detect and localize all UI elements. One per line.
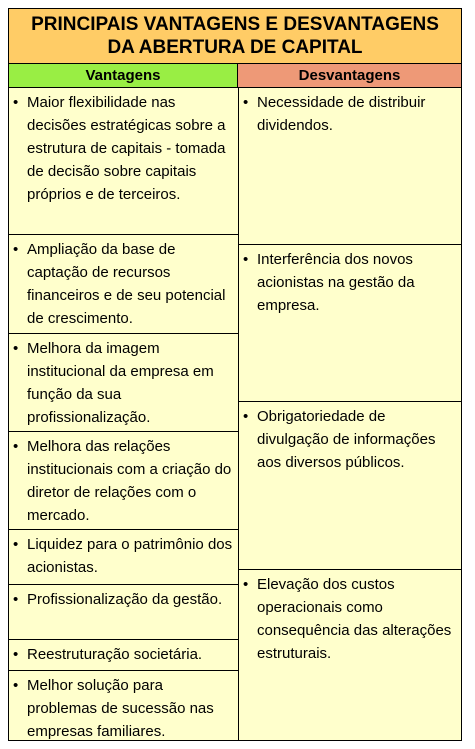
title-line-2: DA ABERTURA DE CAPITAL — [107, 37, 363, 58]
bullet-icon: • — [13, 591, 19, 608]
vantagem-text: Profissionalização da gestão. — [27, 591, 223, 608]
vantagem-item — [9, 235, 238, 334]
desvantagem-item — [239, 245, 461, 402]
vantagem-text: Ampliação da base de captação de recursos financeiros e de seu potencial de crescimento. — [27, 241, 226, 327]
bullet-icon: • — [243, 94, 249, 111]
vantagem-item — [9, 88, 238, 235]
table-title — [9, 9, 461, 64]
vantagem-text: Reestruturação societária. — [27, 646, 203, 663]
desvantagem-text: Obrigatoriedade de divulgação de informações aos diversos públicos. — [257, 408, 436, 471]
vantagem-item — [9, 585, 238, 640]
vantagens-header: Vantagens — [9, 64, 238, 88]
bullet-icon: • — [13, 646, 19, 663]
bullet-icon: • — [13, 438, 19, 455]
bullet-icon: • — [243, 251, 249, 268]
desvantagem-item — [239, 402, 461, 570]
vantagem-item — [9, 530, 238, 585]
vantagem-text: Melhora da imagem institucional da empresa em função da sua profissionalização. — [27, 340, 214, 426]
vantagem-item — [9, 334, 238, 432]
bullet-icon: • — [243, 576, 249, 593]
desvantagem-text: Elevação dos custos operacionais como consequência das alterações estruturais. — [257, 576, 452, 662]
desvantagem-item — [239, 88, 461, 245]
desvantagem-item — [239, 570, 461, 741]
desvantagens-header: Desvantagens — [238, 64, 461, 88]
desvantagem-text: Necessidade de distribuir dividendos. — [257, 94, 426, 134]
vantagem-item — [9, 640, 238, 671]
bullet-icon: • — [13, 340, 19, 357]
vantagem-text: Melhora das relações institucionais com a criação do diretor de relações com o mercado. — [27, 438, 232, 524]
vantagem-item — [9, 671, 238, 741]
bullet-icon: • — [13, 536, 19, 553]
bullet-icon: • — [13, 677, 19, 694]
bullet-icon: • — [13, 94, 19, 111]
vantagem-text: Maior flexibilidade nas decisões estratégicas sobre a estrutura de capitais - tomada de decisão sobre capitais próprios e de terceiros. — [27, 94, 226, 203]
comparison-table — [8, 8, 462, 741]
title-line-1: PRINCIPAIS VANTAGENS E DESVANTAGENS — [31, 14, 439, 35]
desvantagem-text: Interferência dos novos acionistas na gestão da empresa. — [257, 251, 415, 314]
bullet-icon: • — [243, 408, 249, 425]
vantagem-item — [9, 432, 238, 530]
vantagem-text: Liquidez para o patrimônio dos acionistas. — [27, 536, 233, 576]
bullet-icon: • — [13, 241, 19, 258]
vantagem-text: Melhor solução para problemas de sucessão nas empresas familiares. — [27, 677, 214, 740]
